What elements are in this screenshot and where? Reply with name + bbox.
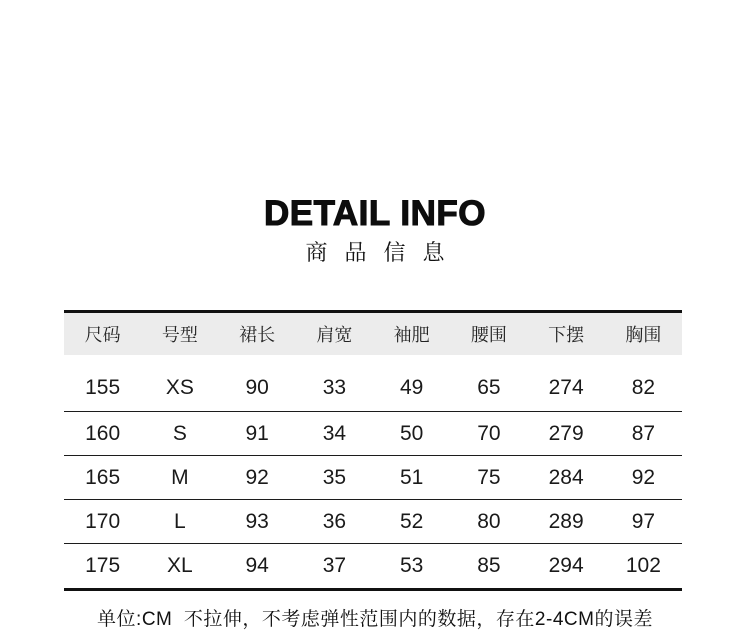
table-cell: 34 [322,421,347,445]
table-cell: 35 [322,465,347,489]
table-cell: 155 [85,375,121,399]
table-cell: 50 [399,421,424,445]
column-header: 尺码 [84,325,121,345]
table-cell: 49 [399,375,424,399]
table-cell: 170 [85,509,121,533]
table-cell: 75 [477,465,501,489]
table-cell: 65 [477,375,501,399]
unit-footnote: 单位:CM 不拉伸，不考虑弹性范围内的数据，存在2-4CM的误差 [97,609,653,630]
table-cell: 97 [631,509,656,533]
page-subtitle: 商品信息 [305,240,462,265]
size-table-body [64,355,682,588]
table-cell: XL [167,554,193,577]
table-cell: S [172,421,187,445]
table-cell: 53 [399,554,424,577]
table-cell: 85 [477,554,501,577]
table-cell: 92 [631,465,656,489]
table-row [64,456,682,500]
page-title: DETAIL INFO [264,194,486,233]
table-row [64,355,682,412]
title-block [0,0,750,267]
table-cell: 80 [477,509,501,533]
table-cell: 284 [548,465,584,489]
table-cell: 90 [245,375,269,399]
table-cell: 102 [625,554,661,577]
column-header: 下摆 [548,325,585,345]
table-cell: 82 [631,375,656,399]
column-header: 胸围 [625,325,662,345]
table-cell: 91 [245,421,269,445]
table-cell: 294 [548,554,584,577]
table-cell: 274 [548,375,584,399]
table-cell: 160 [85,421,121,445]
table-cell: 289 [548,509,584,533]
column-header: 腰围 [470,325,507,345]
table-cell: 94 [245,554,269,577]
table-cell: 52 [399,509,424,533]
table-cell: 51 [399,465,424,489]
column-header: 肩宽 [316,325,353,345]
table-cell: 92 [245,465,269,489]
table-row [64,544,682,588]
table-cell: M [171,465,189,489]
table-cell: 87 [631,421,656,445]
table-cell: 165 [85,465,121,489]
table-cell: XS [165,375,194,399]
table-row [64,412,682,456]
table-cell: 36 [322,509,347,533]
size-table-header-row [64,313,682,355]
column-header: 号型 [161,325,198,345]
table-cell: 279 [548,421,584,445]
table-cell: 93 [245,509,269,533]
table-cell: 70 [477,421,501,445]
table-row [64,500,682,544]
column-header: 袖肥 [393,325,430,345]
column-header: 裙长 [239,325,276,345]
size-table [64,310,682,591]
table-cell: 37 [322,554,347,577]
table-cell: 175 [85,554,121,577]
table-cell: L [174,509,186,533]
table-cell: 33 [322,375,347,399]
